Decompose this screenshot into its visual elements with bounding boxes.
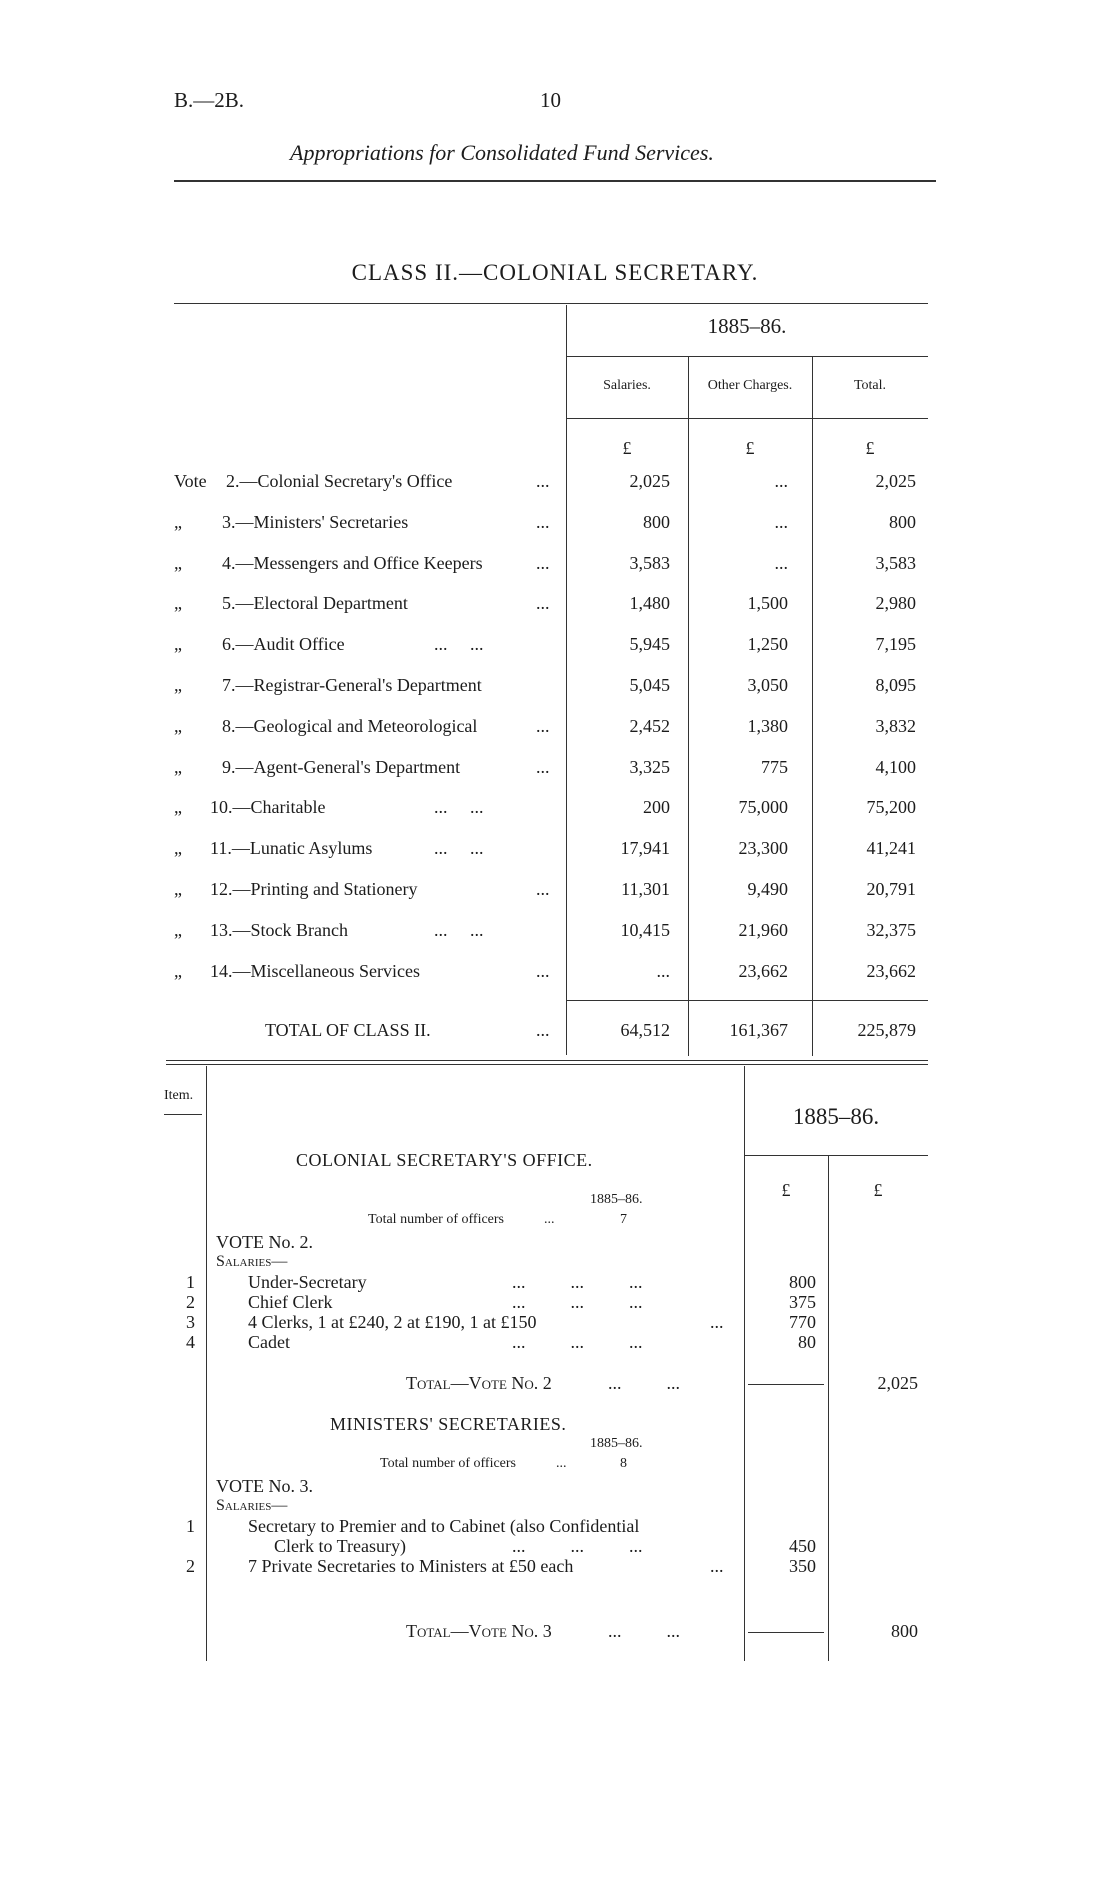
vote-salaries: 2,452 xyxy=(629,716,670,736)
vote-salaries: 5,045 xyxy=(629,675,670,695)
summary-header-rule xyxy=(566,418,928,419)
vote-dots: ... xyxy=(536,716,550,736)
vote-salaries: 11,301 xyxy=(621,879,670,899)
header-rule xyxy=(174,180,936,182)
vote-dots: ... xyxy=(536,593,550,613)
item-description: Secretary to Premier and to Cabinet (also Confidential xyxy=(248,1516,640,1536)
vote-total: 75,200 xyxy=(866,797,916,817)
detail-year: 1885–86. xyxy=(792,1104,880,1129)
item-number: 3 xyxy=(186,1312,195,1332)
vote-dots: ... xyxy=(536,512,550,532)
salaries-heading: Salaries— xyxy=(216,1253,288,1270)
vote-other-charges: 23,662 xyxy=(738,961,788,981)
vote-total-dots: ... ... xyxy=(608,1373,680,1393)
vote-prefix: „ xyxy=(174,879,182,899)
vote-prefix: „ xyxy=(174,757,182,777)
item-number: 1 xyxy=(186,1272,195,1292)
item-description: 7 Private Secretaries to Ministers at £50 each xyxy=(248,1556,574,1576)
officers-label: Total number of officers xyxy=(380,1456,516,1471)
subtotal-rule xyxy=(748,1384,824,1385)
item-dots: ... ... ... xyxy=(512,1272,643,1292)
vote-dots: ... ... xyxy=(434,797,484,817)
officers-count: 8 xyxy=(620,1456,627,1471)
vote-dots: ... xyxy=(536,553,550,573)
item-amount: 350 xyxy=(789,1556,816,1576)
vote-total: 8,095 xyxy=(875,675,916,695)
vote-salaries: 5,945 xyxy=(629,634,670,654)
vote-total: 800 xyxy=(889,512,916,532)
item-dots: ... xyxy=(710,1312,724,1332)
vote-total: 2,980 xyxy=(875,593,916,613)
vote-label: 7.—Registrar-General's Department xyxy=(222,675,482,695)
item-dots: ... ... ... xyxy=(512,1536,643,1556)
salaries-heading: Salaries— xyxy=(216,1497,288,1514)
vote-dots: ... ... xyxy=(434,634,484,654)
item-dots: ... xyxy=(710,1556,724,1576)
vote-prefix: „ xyxy=(174,593,182,613)
detail-subtotal-col-rule xyxy=(828,1155,829,1661)
vote-total-amount: 800 xyxy=(891,1621,918,1641)
vote-total: 32,375 xyxy=(866,920,916,940)
item-column-header: Item. xyxy=(164,1088,194,1103)
detail-item-col-rule xyxy=(206,1066,207,1661)
vote-total: 23,662 xyxy=(866,961,916,981)
item-header-underline xyxy=(164,1114,202,1115)
class-total-total: 225,879 xyxy=(857,1020,916,1040)
vote-prefix: „ xyxy=(174,553,182,573)
item-number: 2 xyxy=(186,1292,195,1312)
vote-dots: ... ... xyxy=(434,838,484,858)
vote-label: 9.—Agent-General's Department xyxy=(222,757,461,777)
vote-label: 6.—Audit Office xyxy=(222,634,345,654)
item-dots: ... ... ... xyxy=(512,1332,643,1352)
officers-dots: ... xyxy=(556,1456,567,1471)
vote-salaries: 800 xyxy=(643,512,670,532)
vote-dots: ... xyxy=(536,879,550,899)
summary-bottom-rule-2 xyxy=(166,1064,928,1065)
detail-year-rule xyxy=(744,1155,928,1156)
vote-total-label: Total—Vote No. 3 xyxy=(406,1621,552,1641)
vote-label: 5.—Electoral Department xyxy=(222,593,408,613)
vote-other-charges: ... xyxy=(774,512,788,532)
item-number: 2 xyxy=(186,1556,195,1576)
vote-other-charges: 3,050 xyxy=(747,675,788,695)
vote-salaries: 3,325 xyxy=(629,757,670,777)
vote-heading: VOTE No. 3. xyxy=(216,1476,313,1496)
item-number: 1 xyxy=(186,1516,195,1536)
vote-salaries: 17,941 xyxy=(620,838,670,858)
vote-total-label: Total—Vote No. 2 xyxy=(406,1373,552,1393)
vote-dots: ... xyxy=(536,757,550,777)
vote-label: 8.—Geological and Meteorological xyxy=(222,716,478,736)
vote-salaries: 200 xyxy=(643,797,670,817)
vote-prefix: „ xyxy=(174,675,182,695)
vote-prefix: „ xyxy=(174,961,182,981)
vote-salaries: 10,415 xyxy=(620,920,670,940)
detail-currency-items: £ xyxy=(781,1180,791,1200)
item-amount: 770 xyxy=(789,1312,816,1332)
vote-label: 10.—Charitable xyxy=(210,797,326,817)
item-description: Chief Clerk xyxy=(248,1292,333,1312)
class-total-other: 161,367 xyxy=(729,1020,788,1040)
summary-col-divider-3 xyxy=(812,356,813,1056)
vote-prefix: „ xyxy=(174,634,182,654)
vote-other-charges: 21,960 xyxy=(738,920,788,940)
vote-prefix: „ xyxy=(174,716,182,736)
item-dots: ... ... ... xyxy=(512,1292,643,1312)
officers-dots: ... xyxy=(544,1212,555,1227)
vote-label: 12.—Printing and Stationery xyxy=(210,879,418,899)
vote-total: 4,100 xyxy=(875,757,916,777)
vote-other-charges: ... xyxy=(774,471,788,491)
section-title: COLONIAL SECRETARY'S OFFICE. xyxy=(296,1150,593,1170)
summary-col-divider-2 xyxy=(688,356,689,1056)
vote-salaries: 1,480 xyxy=(629,593,670,613)
vote-other-charges: 1,500 xyxy=(747,593,788,613)
vote-label: 2.—Colonial Secretary's Office xyxy=(226,471,453,491)
vote-dots: ... xyxy=(536,961,550,981)
summary-bottom-rule-1 xyxy=(166,1060,928,1061)
officers-year: 1885–86. xyxy=(590,1192,643,1207)
vote-salaries: ... xyxy=(656,961,670,981)
col-header-total: Total. xyxy=(853,378,887,393)
vote-label: 11.—Lunatic Asylums xyxy=(210,838,373,858)
vote-dots: ... xyxy=(536,471,550,491)
vote-total-dots: ... ... xyxy=(608,1621,680,1641)
subtotal-rule xyxy=(748,1632,824,1633)
officers-count: 7 xyxy=(620,1212,627,1227)
item-amount: 375 xyxy=(789,1292,816,1312)
item-description: 4 Clerks, 1 at £240, 2 at £190, 1 at £150 xyxy=(248,1312,537,1332)
vote-salaries: 2,025 xyxy=(629,471,670,491)
page-subtitle: Appropriations for Consolidated Fund Services. xyxy=(290,140,714,165)
vote-other-charges: 75,000 xyxy=(738,797,788,817)
vote-label: 4.—Messengers and Office Keepers xyxy=(222,553,483,573)
vote-total: 2,025 xyxy=(875,471,916,491)
vote-prefix: Vote xyxy=(174,471,207,491)
summary-total-rule xyxy=(566,1000,928,1001)
vote-total: 3,832 xyxy=(875,716,916,736)
currency-salaries: £ xyxy=(622,438,632,458)
detail-currency-totals: £ xyxy=(873,1180,883,1200)
vote-label: 13.—Stock Branch xyxy=(210,920,348,940)
vote-heading: VOTE No. 2. xyxy=(216,1232,313,1252)
class-total-dots: ... xyxy=(536,1020,550,1040)
vote-other-charges: 23,300 xyxy=(738,838,788,858)
class-title: CLASS II.—COLONIAL SECRETARY. xyxy=(351,260,759,285)
col-header-other-charges: Other Charges. xyxy=(707,378,793,393)
officers-label: Total number of officers xyxy=(368,1212,504,1227)
item-description: Under-Secretary xyxy=(248,1272,367,1292)
vote-prefix: „ xyxy=(174,512,182,532)
vote-salaries: 3,583 xyxy=(629,553,670,573)
vote-total: 41,241 xyxy=(866,838,916,858)
class-total-label: TOTAL OF CLASS II. xyxy=(265,1020,431,1040)
section-title: MINISTERS' SECRETARIES. xyxy=(330,1414,567,1434)
officers-year: 1885–86. xyxy=(590,1436,643,1451)
col-header-salaries: Salaries. xyxy=(603,378,651,393)
item-description: Cadet xyxy=(248,1332,290,1352)
summary-top-rule xyxy=(174,303,928,304)
vote-label: 14.—Miscellaneous Services xyxy=(210,961,420,981)
vote-prefix: „ xyxy=(174,797,182,817)
vote-other-charges: ... xyxy=(774,553,788,573)
currency-other: £ xyxy=(745,438,755,458)
vote-total: 3,583 xyxy=(875,553,916,573)
item-description-continued: Clerk to Treasury) xyxy=(274,1536,406,1556)
vote-total-amount: 2,025 xyxy=(877,1373,918,1393)
vote-total: 7,195 xyxy=(875,634,916,654)
summary-year: 1885–86. xyxy=(707,314,787,338)
vote-prefix: „ xyxy=(174,920,182,940)
vote-total: 20,791 xyxy=(866,879,916,899)
vote-other-charges: 1,380 xyxy=(747,716,788,736)
summary-year-rule xyxy=(566,356,928,357)
currency-total: £ xyxy=(865,438,875,458)
vote-prefix: „ xyxy=(174,838,182,858)
class-total-salaries: 64,512 xyxy=(620,1020,670,1040)
vote-other-charges: 775 xyxy=(761,757,788,777)
page-number: 10 xyxy=(540,88,561,112)
vote-label: 3.—Ministers' Secretaries xyxy=(222,512,409,532)
vote-other-charges: 9,490 xyxy=(747,879,788,899)
vote-other-charges: 1,250 xyxy=(747,634,788,654)
item-amount: 450 xyxy=(789,1536,816,1556)
document-reference: B.—2B. xyxy=(174,88,245,112)
item-amount: 800 xyxy=(789,1272,816,1292)
item-number: 4 xyxy=(186,1332,195,1352)
vote-dots: ... ... xyxy=(434,920,484,940)
item-amount: 80 xyxy=(798,1332,816,1352)
